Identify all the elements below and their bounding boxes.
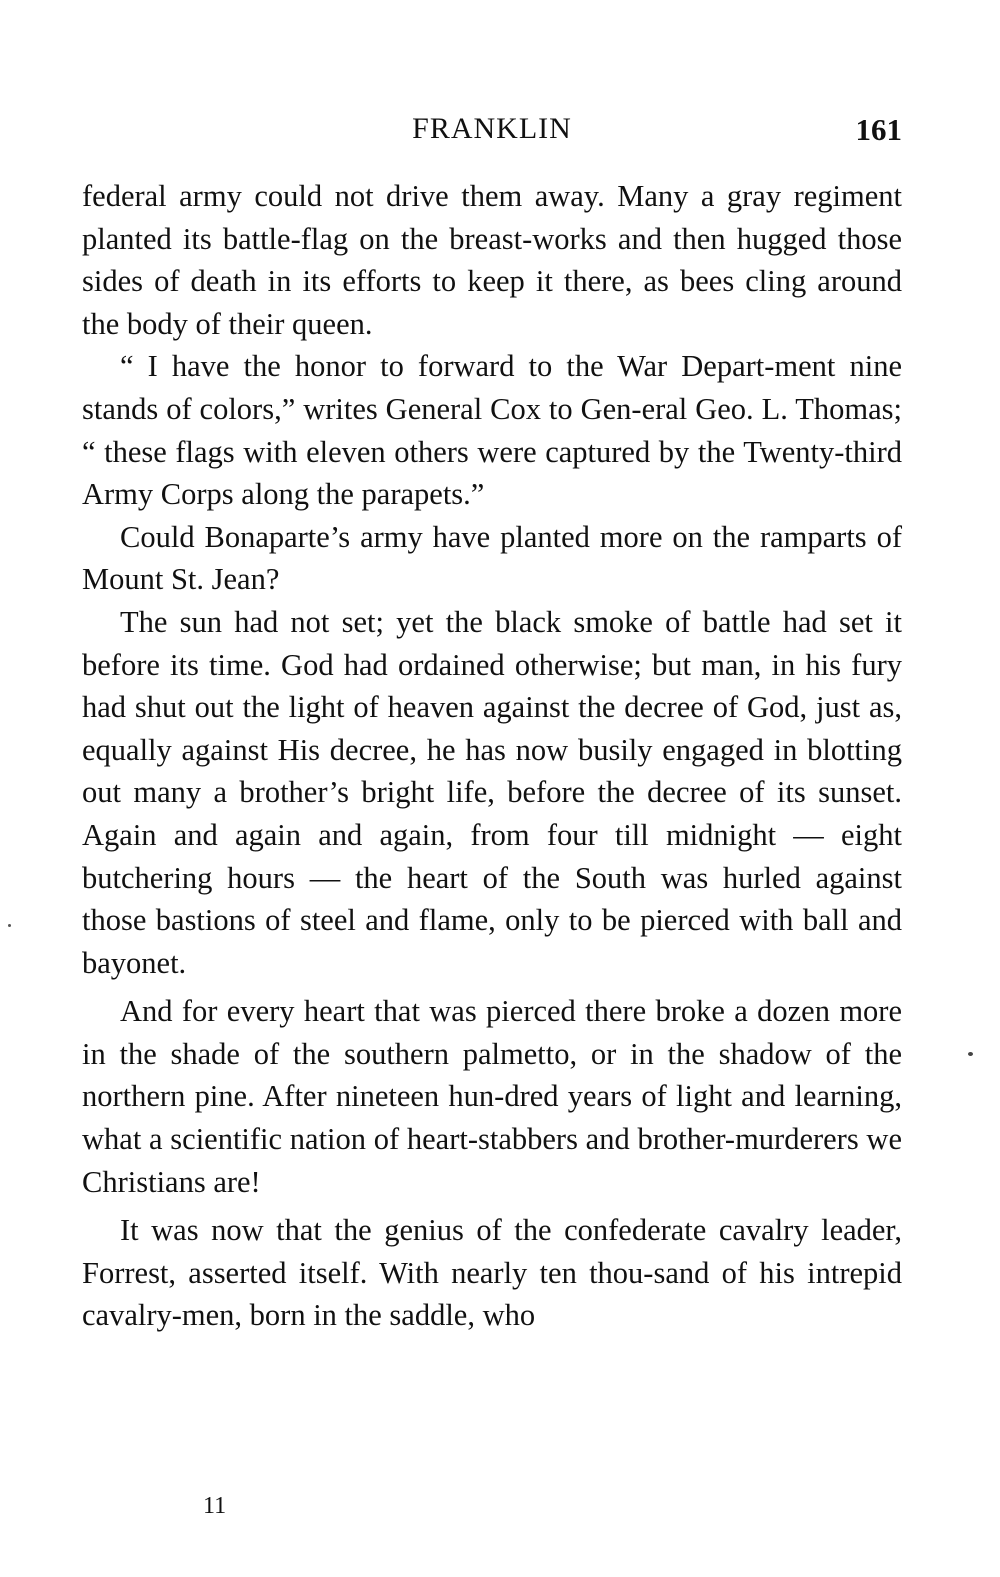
paragraph-question: Could Bonaparte’s army have planted more on the ramparts of Mount St. Jean? (82, 519, 902, 597)
paragraph-continued: federal army could not drive them away. Many a gray regiment planted its battle-flag on the breast-works and then hugged those sides of death in its efforts to keep it there, as bees cling around the body of their queen. (82, 179, 902, 341)
running-title: FRANKLIN (412, 112, 572, 145)
body-text (82, 175, 902, 1337)
signature-mark: 11 (203, 1493, 227, 1519)
paragraph-sunset: The sun had not set; yet the black smoke of battle had set it before its time. God had ordained otherwise; but man, in his fury had shut out the light of heaven against the decree of God, just as, equally against His decree, he has now busily engaged in blotting out many a brother’s bright life, before the decree of its sunset. Again and again and again, from four till midnight — eight butchering hours — the heart of the South was hurled against those bastions of steel and flame, only to be pierced with ball and bayonet. (82, 604, 902, 980)
print-speck (968, 1052, 973, 1056)
paragraph-heart: And for every heart that was pierced there broke a dozen more in the shade of the southern palmetto, or in the shadow of the northern pine. After nineteen hun-dred years of light and learning, what a scientific nation of heart-stabbers and brother-murderers we Christians are! (82, 994, 902, 1199)
paragraph-forrest: It was now that the genius of the confederate cavalry leader, Forrest, asserted itself. With nearly ten thou-sand of his intrepid cavalry-men, born in the saddle, who (82, 1213, 902, 1333)
running-head (82, 112, 902, 152)
paragraph-quote: “ I have the honor to forward to the War Depart-ment nine stands of colors,” writes General Cox to Gen-eral Geo. L. Thomas; “ these flags with eleven others were captured by the Twenty-third Army Corps along the parapets.” (82, 349, 902, 512)
page-number: 161 (855, 112, 902, 147)
print-speck (8, 924, 11, 927)
